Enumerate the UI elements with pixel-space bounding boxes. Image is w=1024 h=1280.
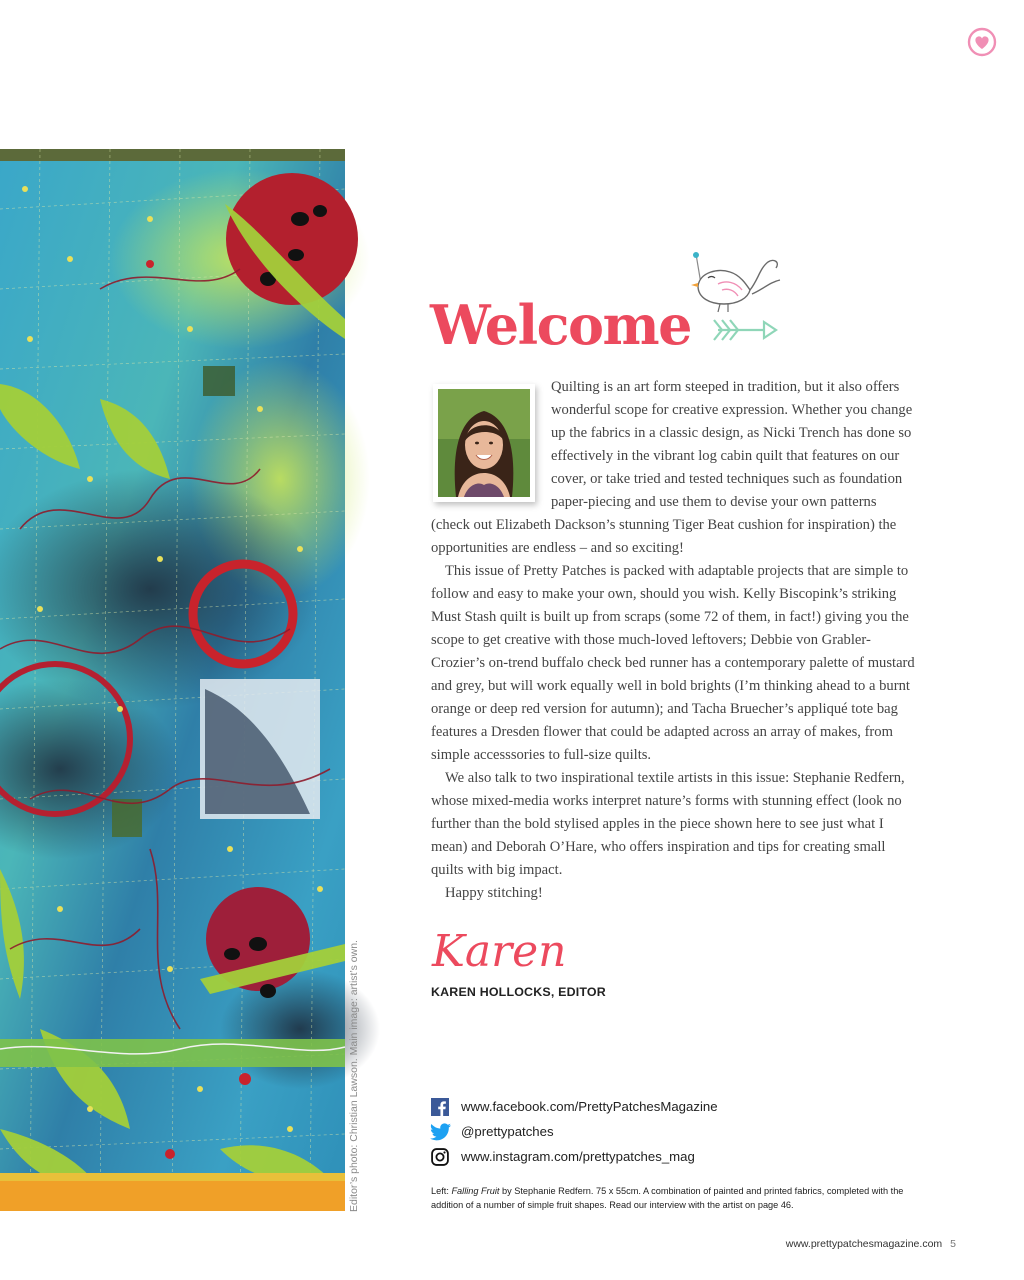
signature bbox=[430, 918, 567, 980]
social-row-facebook[interactable] bbox=[430, 1094, 718, 1119]
signature-text: Karen bbox=[432, 926, 567, 977]
photo-credit: Editor’s photo: Christian Lawson. Main image: artist’s own. bbox=[348, 940, 360, 1212]
paragraph: This issue of Pretty Patches is packed with adaptable projects that are simple to follow and easy to make your own, should you wish. Kelly Biscopink’s striking Must Stash quilt is built up from scraps (some 72 of them, in fact!) giving you the scope to get creative with those much-loved leftovers; Debbie von Grabler-Crozier’s on-trend buffalo check bed runner has a contemporary palette of mustard and grey, but will work equally well in bold brights (I’m thinking ahead to a burnt orange or deep red version for autumn); and Tacha Bruecher’s appliqué tote bag features a Dresden flower that could be adapted across an array of makes, from simple accesssories to full-size quilts. bbox=[431, 563, 915, 763]
caption-title: Falling Fruit bbox=[451, 1186, 500, 1196]
paragraph: Happy stitching! bbox=[445, 885, 543, 901]
editor-name: KAREN HOLLOCKS, EDITOR bbox=[431, 985, 606, 999]
caption-prefix: Left: bbox=[431, 1186, 452, 1196]
editor-photo bbox=[433, 384, 535, 502]
paragraph: Quilting is an art form steeped in tradition, but it also offers wonderful scope for creative expression. Whether you change up the fabrics in a classic design, as Nicki Trench has done so effectively in the vibrant log cabin quilt that features on our cover, or take tried and tested techniques such as foundation paper-piecing and use them to devise your own patterns (check out Elizabeth Dackson’s stunning Tiger Beat cushion for inspiration) the opportunities are endless – and so exciting! bbox=[431, 379, 913, 556]
page-number: 5 bbox=[950, 1238, 956, 1250]
bird-illustration-icon bbox=[688, 250, 784, 350]
paragraph: We also talk to two inspirational textile artists in this issue: Stephanie Redfern, whose mixed-media works interpret nature’s forms with stunning effect (look no further than the bold stylised apples in the piece shown here to see just what I mean) and Deborah O’Hare, who offers inspiration and tips for creating small quilts with big impact. bbox=[431, 770, 905, 878]
social-row-twitter[interactable] bbox=[430, 1119, 718, 1144]
artwork-caption bbox=[431, 1185, 931, 1212]
instagram-icon bbox=[430, 1147, 450, 1167]
heart-badge-icon bbox=[966, 26, 998, 58]
facebook-link[interactable]: www.facebook.com/PrettyPatchesMagazine bbox=[461, 1099, 718, 1114]
social-row-instagram[interactable] bbox=[430, 1144, 718, 1169]
page-footer bbox=[786, 1238, 956, 1250]
artwork-image bbox=[0, 149, 345, 1211]
caption-text: by Stephanie Redfern. 75 x 55cm. A combination of painted and printed fabrics, completed with the addition of a number of simple fruit shapes. Read our interview with the artist on page 46. bbox=[431, 1186, 904, 1210]
instagram-link[interactable]: www.instagram.com/prettypatches_mag bbox=[461, 1149, 695, 1164]
social-links bbox=[430, 1094, 718, 1169]
photo-credit-wrap bbox=[348, 942, 362, 1212]
footer-url[interactable]: www.prettypatchesmagazine.com bbox=[785, 1238, 943, 1250]
facebook-icon bbox=[430, 1097, 450, 1117]
page-title: Welcome bbox=[430, 293, 692, 357]
twitter-icon bbox=[430, 1122, 450, 1142]
twitter-handle[interactable]: @prettypatches bbox=[461, 1124, 554, 1139]
